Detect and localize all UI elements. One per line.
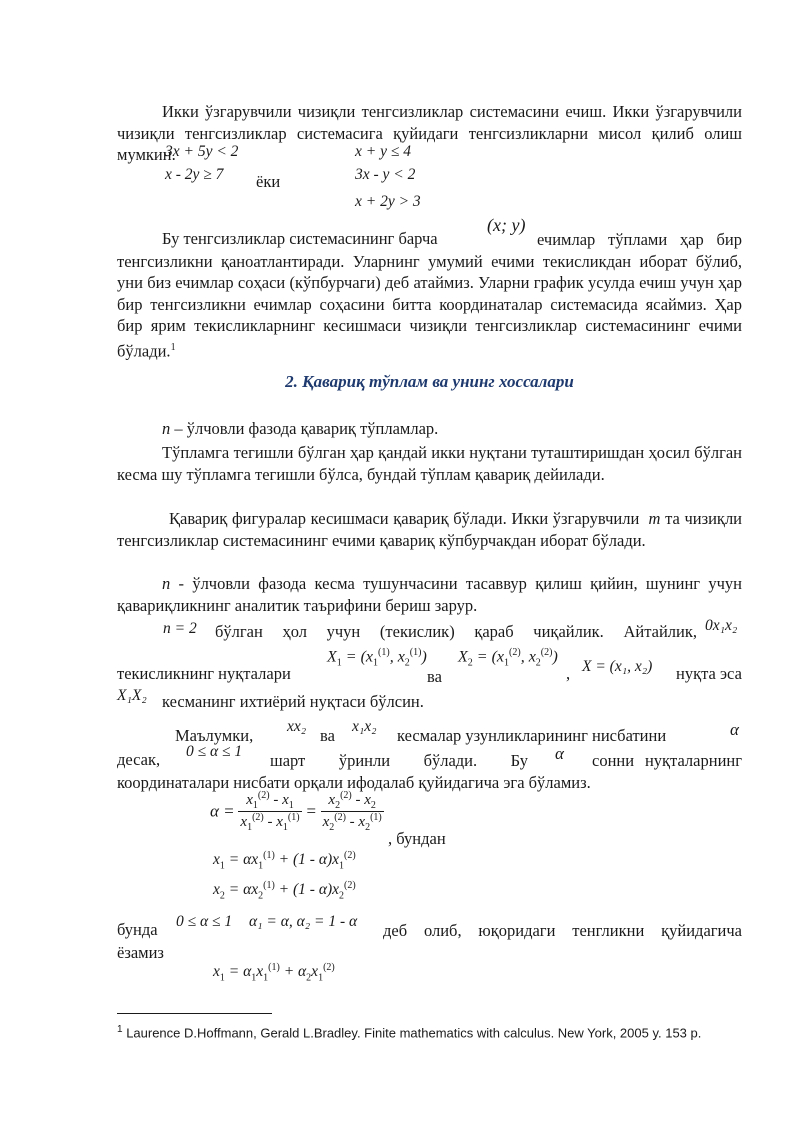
- segment-x1x2: x₁x₂: [352, 718, 377, 735]
- para8-text: деб олиб, юқоридаги тенгликни қуйидагича ёзамиз: [117, 921, 742, 962]
- footnote-rule: [117, 1013, 272, 1014]
- para6-first-line: бўлган ҳол учун (текислик) қараб чиқайлик. Айтайлик,: [215, 622, 697, 641]
- section-heading: 2. Қавариқ тўплам ва унинг хоссалари: [285, 372, 574, 391]
- para7-start: Маълумки,: [175, 726, 254, 745]
- n-equals-2: n = 2: [163, 620, 197, 637]
- system1-ineq2: x - 2y ≥ 7: [165, 166, 224, 183]
- paragraph2-start: Бу тенгсизликлар системасининг барча: [162, 229, 438, 248]
- alpha-formula: α = $\frac{x_1^{(2)} - x_1}{x_1^{(2)} - x_1^{(1)}}$ = $\frac{x_2^{(2)} - x_2}{x_2^{(2)} - x_2^{(1)}}$: [210, 790, 382, 833]
- system1-ineq1: 3x + 5y < 2: [165, 143, 239, 160]
- point-X2: $X_2 = (x_1^{(2)}$, $x_2^{(2)}$): [458, 647, 558, 669]
- alpha-range-2: 0 ≤ α ≤ 1: [176, 913, 233, 930]
- comma: ,: [566, 664, 571, 683]
- para8: [117, 920, 742, 963]
- desak-word: десак,: [117, 750, 161, 769]
- system2-ineq2: 3x - y < 2: [355, 166, 416, 183]
- xy-pair: (x; y): [487, 215, 526, 235]
- alpha-symbol: α: [730, 720, 739, 739]
- bundan-word: , бундан: [388, 829, 446, 848]
- n-dim-line: [162, 419, 438, 439]
- paragraph2: [117, 229, 742, 362]
- footnote-marker[interactable]: 1: [170, 341, 176, 353]
- segment-xx2: xx₂: [287, 718, 307, 735]
- footnote: [117, 1020, 742, 1043]
- para7-end: сонни нуқталарнинг координаталари нисбати орқали ифодалаб қуйидагича эга бўламиз.: [117, 751, 742, 792]
- para5-text: - ўлчовли фазода кесма тушунчасини тасаввур қилиш қийин, шунинг учун қавариқликнинг аналитик таърифини бериш зарур.: [117, 574, 742, 615]
- n-symbol-2: n: [162, 574, 171, 593]
- alpha-definition: α₁ = α, α₂ = 1 - α: [249, 913, 358, 930]
- plane-symbol: 0x₁x₂: [705, 617, 738, 634]
- or-word: ёки: [256, 172, 281, 191]
- fraction-2: $\frac{x_2^{(2)} - x_2}{x_2^{(2)} - x_2^{(1)}}$: [322, 790, 382, 833]
- n-dim-text: – ўлчовли фазода қавариқ тўпламлар.: [170, 419, 439, 438]
- and-word: ва: [427, 667, 442, 686]
- paragraph-intro: Икки ўзгарувчили чизиқли тенгсизликлар системасини ечиш. Икки ўзгарувчили чизиқли тенгсизликлар системасига қуйидаги тенгсизликларни мисол қилиб олиш мумкин.: [117, 102, 742, 164]
- para7-cond: шарт ўринли бўлади. Бу: [270, 751, 528, 770]
- eq-x2: $x_2 = \alpha x_2^{(1)} + (1 - \alpha)x_2^{(2)}$: [213, 880, 356, 902]
- paragraph2-text: ечимлар тўплами ҳар бир тенгсизликни қаноатлантиради. Уларнинг умумий ечими текисликдан иборат бўлиб, уни биз ечимлар соҳаси (кўпбурчаги) деб атаймиз. Уларни график усулда ечиш учун ҳар бир тенгсизликни ечимлар соҳасини битта координаталар системасида ясаймиз. Ҳар бир ярим текисликларнинг кесишмаси чизиқли тенгсизликлар системасининг ечими бўлади.: [117, 230, 742, 360]
- system2-ineq3: x + 2y > 3: [355, 193, 421, 210]
- point-X: X = (x₁, x₂): [582, 658, 653, 675]
- eq-x1: $x_1 = \alpha x_1^{(1)} + (1 - \alpha)x_1^{(2)}$: [213, 850, 356, 872]
- point-X1: $X_1 = (x_1^{(1)}$, $x_2^{(1)}$): [327, 647, 427, 669]
- fraction-1: $\frac{x_1^{(2)} - x_1}{x_1^{(2)} - x_1^{(1)}}$: [240, 790, 300, 833]
- paragraph-analytic: [117, 573, 742, 616]
- footnote-text: Laurence D.Hoffmann, Gerald L.Bradley. Finite mathematics with calculus. New York, 2005 y. 153 p.: [126, 1025, 702, 1041]
- and-word-2: ва: [320, 726, 335, 745]
- eq-x1-alpha: $x_1 = \alpha_1x_1^{(1)} + \alpha_2x_1^{(2)}$: [213, 962, 335, 984]
- para4-text-b: та чизиқли тенгсизликлар системасининг ечими қавариқ кўпбурчакдан иборат бўлади.: [117, 509, 743, 550]
- alpha-range: 0 ≤ α ≤ 1: [186, 743, 243, 760]
- bunda-word: бунда: [117, 920, 158, 939]
- n-symbol: n: [162, 419, 171, 438]
- point-suffix: нуқта эса: [676, 664, 742, 683]
- footnote-number: 1: [117, 1024, 123, 1035]
- para4-text-a: Қавариқ фигуралар кесишмаси қавариқ бўлади. Икки ўзгарувчили: [169, 509, 640, 528]
- alpha-symbol-2: α: [555, 744, 564, 763]
- para6-points-text: текисликнинг нуқталари: [117, 664, 291, 683]
- para7-ratio: кесмалар узунликларининг нисбатини: [397, 726, 667, 745]
- system2-ineq1: x + y ≤ 4: [355, 143, 411, 160]
- paragraph-convex-def: Тўпламга тегишли бўлган ҳар қандай икки нуқтани туташтиришдан ҳосил бўлган кесма шу тўпламга тегишли бўлса, бундай тўплам қавариқ дейилади.: [117, 443, 742, 484]
- para6-end: кесманинг ихтиёрий нуқтаси бўлсин.: [162, 692, 424, 711]
- segment-X1X2: X₁X₂: [117, 687, 147, 704]
- paragraph-intersection: [117, 508, 742, 551]
- m-symbol: m: [648, 509, 661, 528]
